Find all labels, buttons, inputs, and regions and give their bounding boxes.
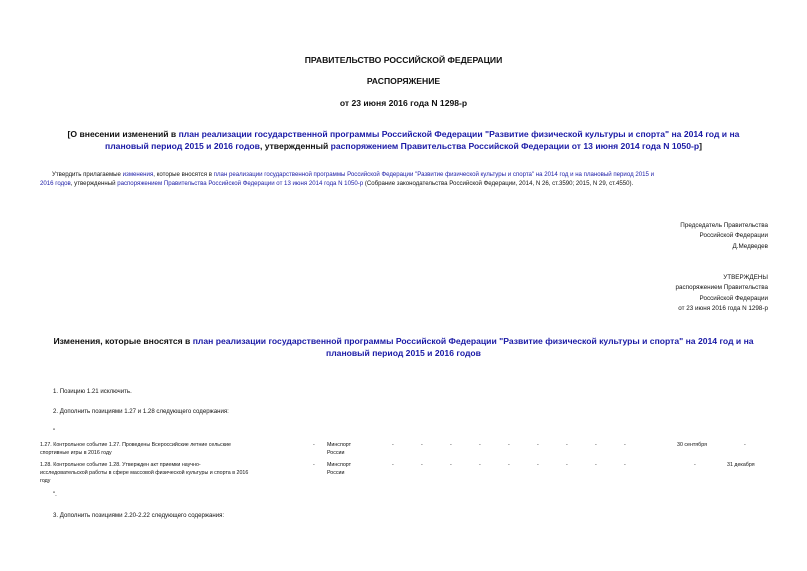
approval-date: от 23 июня 2016 года N 1298-р [678,304,768,312]
changes-title-prefix: Изменения, которые вносятся в [53,336,193,346]
table-row [0,461,807,489]
decree-link[interactable]: распоряжением Правительства Российской Федерации от 13 июня 2014 года N 1050-р [330,140,700,151]
approval-heading: УТВЕРЖДЕНЫ [723,274,768,281]
row-cell: - [421,462,423,468]
paragraph-text: Утвердить прилагаемые [52,171,123,178]
document-type: РАСПОРЯЖЕНИЕ [366,76,441,86]
row-cell: - [595,442,597,448]
title-text-end: ] [699,140,702,151]
row-cell: - [479,462,481,468]
row-text [40,441,310,457]
row-date: 31 декабря [727,462,755,468]
item-1: 1. Позицию 1.21 исключить. [53,388,132,395]
approval-line: распоряжением Правительства [675,284,768,292]
row-cell: - [537,462,539,468]
row-cell: - [624,462,626,468]
row-cell: - [313,462,315,468]
resolution-paragraph [40,170,772,188]
row-cell: - [744,442,746,448]
row-cell: - [694,462,696,468]
program-plan-link[interactable]: план реализации государственной программы Российской Федерации "Развитие физической культуры и спорта" на 2014 год и на [178,129,740,139]
row-cell: - [479,442,481,448]
row-executor [327,441,351,457]
row-text-line: 1.28. Контрольное событие 1.28. Утвержден акт приемки научно- [40,462,201,468]
row-text-line: спортивные игры в 2016 году [40,450,112,457]
approval-line: Российской Федерации [699,294,768,302]
plan-link[interactable]: план реализации государственной программы Российской Федерации "Развитие физической культуры и спорта" на 2014 год и на плановый период 2015 и [213,171,654,178]
changes-title [0,336,807,359]
changes-link[interactable]: изменения [122,171,154,178]
program-plan-link[interactable]: план реализации государственной программы Российской Федерации "Развитие физической культуры и спорта" на 2014 год и на [192,336,754,346]
row-cell: - [624,442,626,448]
row-cell: - [392,462,394,468]
row-cell: - [450,462,452,468]
row-text-line: году [40,478,51,485]
document-title [0,129,807,152]
item-3: 3. Дополнить позициями 2.20-2.22 следующего содержания: [53,512,225,519]
row-text-line: исследовательской работы в сфере массовой физической культуры и спорта в 2016 [40,470,249,477]
row-executor [327,461,351,477]
row-cell: - [313,442,315,448]
row-cell: - [595,462,597,468]
paragraph-text: , утвержденный [70,180,118,187]
executor-line: России [327,470,345,477]
signature-name: Д.Медведев [732,242,768,250]
row-cell: - [392,442,394,448]
row-text-line: 1.27. Контрольное событие 1.27. Проведены Всероссийские летние сельские [40,442,231,448]
title-text-mid: , утвержденный [259,140,331,151]
org-name: ПРАВИТЕЛЬСТВО РОССИЙСКОЙ ФЕДЕРАЦИИ [304,55,503,65]
row-date: 30 сентября [677,442,707,448]
signature-block [680,221,768,252]
executor-line: Минспорт [327,442,352,448]
table-row [0,441,807,461]
row-text [40,461,310,486]
row-cell: - [450,442,452,448]
decree-link[interactable]: распоряжением Правительства Российской Федерации от 13 июня 2014 года N 1050-р [117,180,364,187]
row-cell: - [508,442,510,448]
title-text-prefix: [О внесении изменений в [67,129,179,139]
closing-quote: ". [53,491,57,498]
executor-line: России [327,450,345,457]
program-plan-link-cont[interactable]: плановый период 2015 и 2016 годов [105,140,260,151]
item-2: 2. Дополнить позициями 1.27 и 1.28 следующего содержания: [53,408,229,415]
approval-block [676,273,768,314]
document-date: от 23 июня 2016 года N 1298-р [339,98,468,108]
row-cell: - [537,442,539,448]
signature-org: Российской Федерации [699,232,768,240]
signature-position: Председатель Правительства [680,222,768,229]
program-plan-link-cont[interactable]: плановый период 2015 и 2016 годов [326,347,481,358]
row-cell: - [421,442,423,448]
row-cell: - [508,462,510,468]
paragraph-text: , которые вносятся в [153,171,214,178]
plan-link-cont[interactable]: 2016 годов [40,180,71,187]
row-cell: - [566,462,568,468]
opening-quote: " [53,428,56,435]
row-cell: - [566,442,568,448]
executor-line: Минспорт [327,462,352,468]
paragraph-text: (Собрание законодательства Российской Федерации, 2014, N 26, ст.3590; 2015, N 29, ст.4550). [363,180,634,187]
